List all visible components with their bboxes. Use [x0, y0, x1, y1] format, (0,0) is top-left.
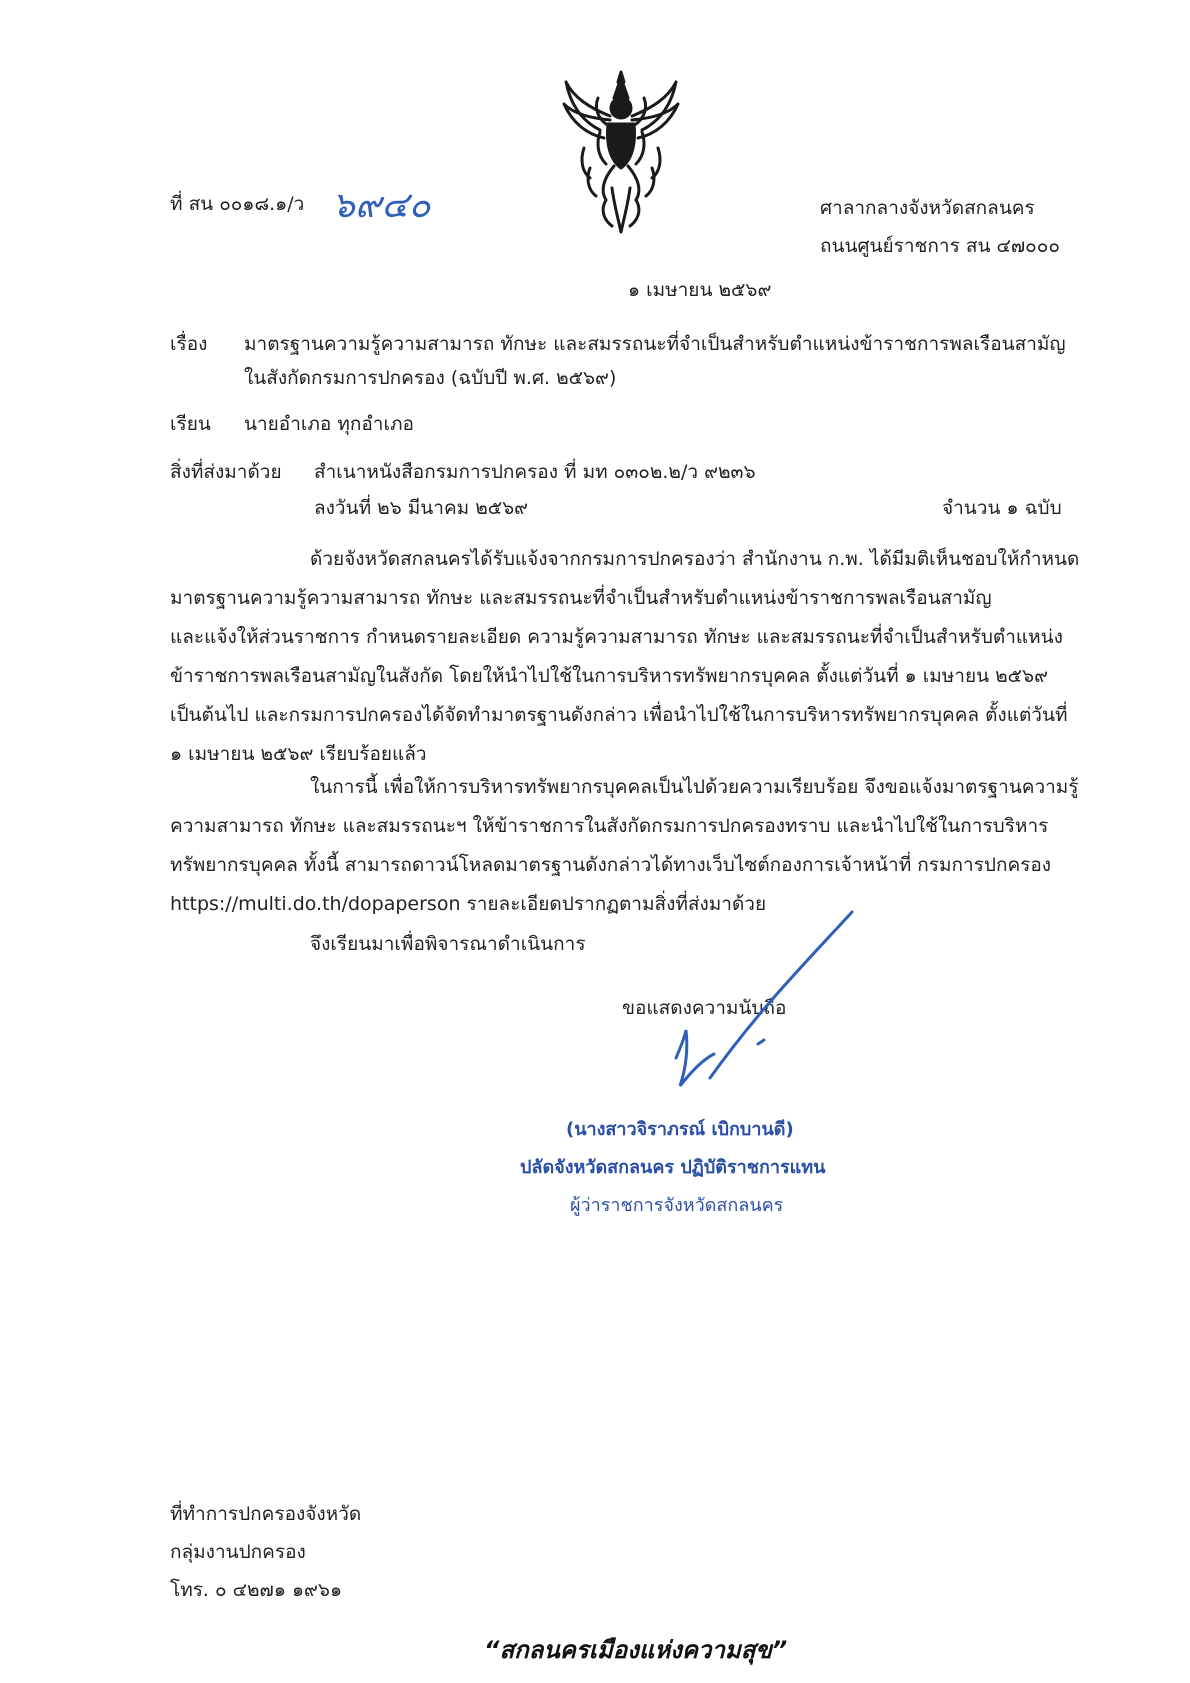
- footer-phone: โทร. ๐ ๔๒๗๑ ๑๙๖๑: [170, 1579, 343, 1601]
- office-address-line2: ถนนศูนย์ราชการ สน ๔๗๐๐๐: [820, 235, 1060, 257]
- signatory-position-1: ปลัดจังหวัดสกลนคร ปฏิบัติราชการแทน: [520, 1157, 826, 1178]
- subject-label: เรื่อง: [170, 333, 208, 355]
- enclosure-label: สิ่งที่ส่งมาด้วย: [170, 461, 282, 483]
- enclosure-line1: สำเนาหนังสือกรมการปกครอง ที่ มท ๐๓๐๒.๒/ว ๙๒๓๖: [314, 461, 756, 483]
- subject-line1: มาตรฐานความรู้ความสามารถ ทักษะ และสมรรถนะที่จำเป็นสำหรับตำแหน่งข้าราชการพลเรือนสามัญ: [244, 333, 1066, 355]
- enclosure-count: จำนวน ๑ ฉบับ: [942, 497, 1062, 519]
- signatory-name: (นางสาวจิราภรณ์ เบิกบานดี): [566, 1119, 794, 1140]
- body-para1-line: ๑ เมษายน ๒๕๖๙ เรียบร้อยแล้ว: [170, 743, 427, 765]
- garuda-emblem-icon: [560, 68, 682, 236]
- office-address-line1: ศาลากลางจังหวัดสกลนคร: [820, 197, 1035, 219]
- provincial-motto: “สกลนครเมืองแห่งความสุข”: [484, 1636, 788, 1664]
- body-para1-line: มาตรฐานความรู้ความสามารถ ทักษะ และสมรรถนะที่จำเป็นสำหรับตำแหน่งข้าราชการพลเรือนสามัญ: [170, 587, 992, 609]
- signatory-position-2: ผู้ว่าราชการจังหวัดสกลนคร: [570, 1195, 784, 1216]
- closing-salutation: ขอแสดงความนับถือ: [622, 997, 787, 1019]
- reference-prefix: ที่ สน ๐๐๑๘.๑/ว: [170, 193, 305, 215]
- body-para1-line: ด้วยจังหวัดสกลนครได้รับแจ้งจากกรมการปกครองว่า สำนักงาน ก.พ. ได้มีมติเห็นชอบให้กำหนด: [310, 548, 1080, 570]
- body-para2-line: ทรัพยากรบุคคล ทั้งนี้ สามารถดาวน์โหลดมาตรฐานดังกล่าวได้ทางเว็บไซต์กองการเจ้าหน้าที่ กรมการปกครอง: [170, 854, 1052, 876]
- footer-section: กลุ่มงานปกครอง: [170, 1541, 306, 1563]
- body-para1-line: เป็นต้นไป และกรมการปกครองได้จัดทำมาตรฐานดังกล่าว เพื่อนำไปใช้ในการบริหารทรัพยากรบุคคล ตั้งแต่วันที่: [170, 704, 1068, 726]
- body-para1-line: และแจ้งให้ส่วนราชการ กำหนดรายละเอียด ความรู้ความสามารถ ทักษะ และสมรรถนะที่จำเป็นสำหรับตำแหน่ง: [170, 626, 1063, 648]
- recipient-value: นายอำเภอ ทุกอำเภอ: [244, 413, 414, 435]
- subject-line2: ในสังกัดกรมการปกครอง (ฉบับปี พ.ศ. ๒๕๖๙): [244, 367, 617, 389]
- handwritten-reference-number: ๖๙๔๐: [332, 185, 431, 226]
- body-paragraph-2: [170, 768, 1084, 924]
- handwritten-signature-icon: [640, 908, 860, 1098]
- body-para1-line: ข้าราชการพลเรือนสามัญในสังกัด โดยให้นำไปใช้ในการบริหารทรัพยากรบุคคล ตั้งแต่วันที่ ๑ เมษายน ๒๕๖๙: [170, 665, 1049, 687]
- body-para2-line: ในการนี้ เพื่อให้การบริหารทรัพยากรบุคคลเป็นไปด้วยความเรียบร้อย จึงขอแจ้งมาตรฐานความรู้: [310, 776, 1079, 798]
- footer-department: ที่ทำการปกครองจังหวัด: [170, 1503, 362, 1525]
- body-paragraph-1: [170, 540, 1084, 774]
- letter-date: ๑ เมษายน ๒๕๖๙: [628, 279, 772, 301]
- body-para2-line: ความสามารถ ทักษะ และสมรรถนะฯ ให้ข้าราชการในสังกัดกรมการปกครองทราบ และนำไปใช้ในการบริหาร: [170, 815, 1049, 837]
- body-para2-line: https://multi.do.th/dopaperson รายละเอียดปรากฏตามสิ่งที่ส่งมาด้วย: [170, 893, 767, 915]
- enclosure-line2: ลงวันที่ ๒๖ มีนาคม ๒๕๖๙: [314, 497, 529, 519]
- recipient-label: เรียน: [170, 413, 211, 435]
- closing-request: จึงเรียนมาเพื่อพิจารณาดำเนินการ: [310, 933, 586, 955]
